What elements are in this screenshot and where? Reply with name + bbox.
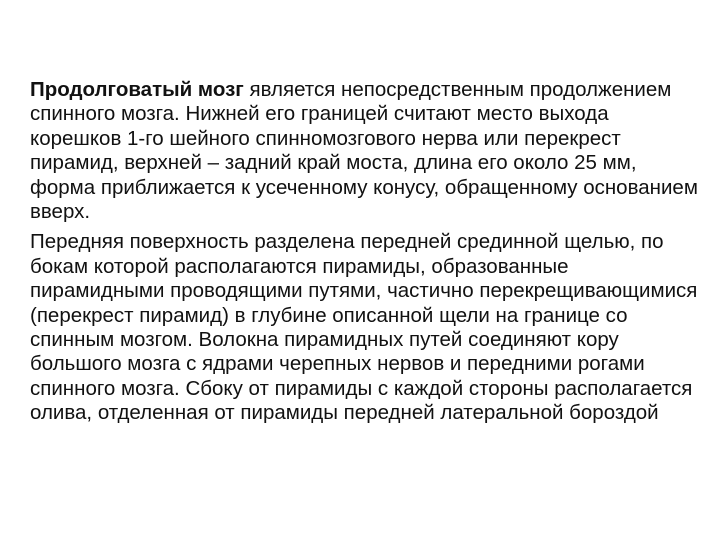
paragraph-2: Передняя поверхность разделена передней срединной щелью, по бокам которой располагаются пирамиды, образованные пирамидными проводящими путями, частично перекрещивающимися (перекрест пирамид) в глубине описанной щели на границе со спинным мозгом. Волокна пирамидных путей соединяют кору большого мозга с ядрами черепных нервов и передними рогами спинного мозга. Сбоку от пирамиды с каждой стороны располагается олива, отделенная от пирамиды передней латеральной бороздой [30,230,698,425]
text-body [30,78,698,426]
paragraph-1 [30,78,698,224]
paragraph-1-text: является непосредственным продолжением спинного мозга. Нижней его границей считают место выхода корешков 1-го шейного спинномозгового нерва или перекрест пирамид, верхней – задний край моста, длина его около 25 мм, форма приближается к усеченному конусу, обращенному основанием вверх. [30,78,698,224]
bold-term: Продолговатый мозг [30,78,244,101]
